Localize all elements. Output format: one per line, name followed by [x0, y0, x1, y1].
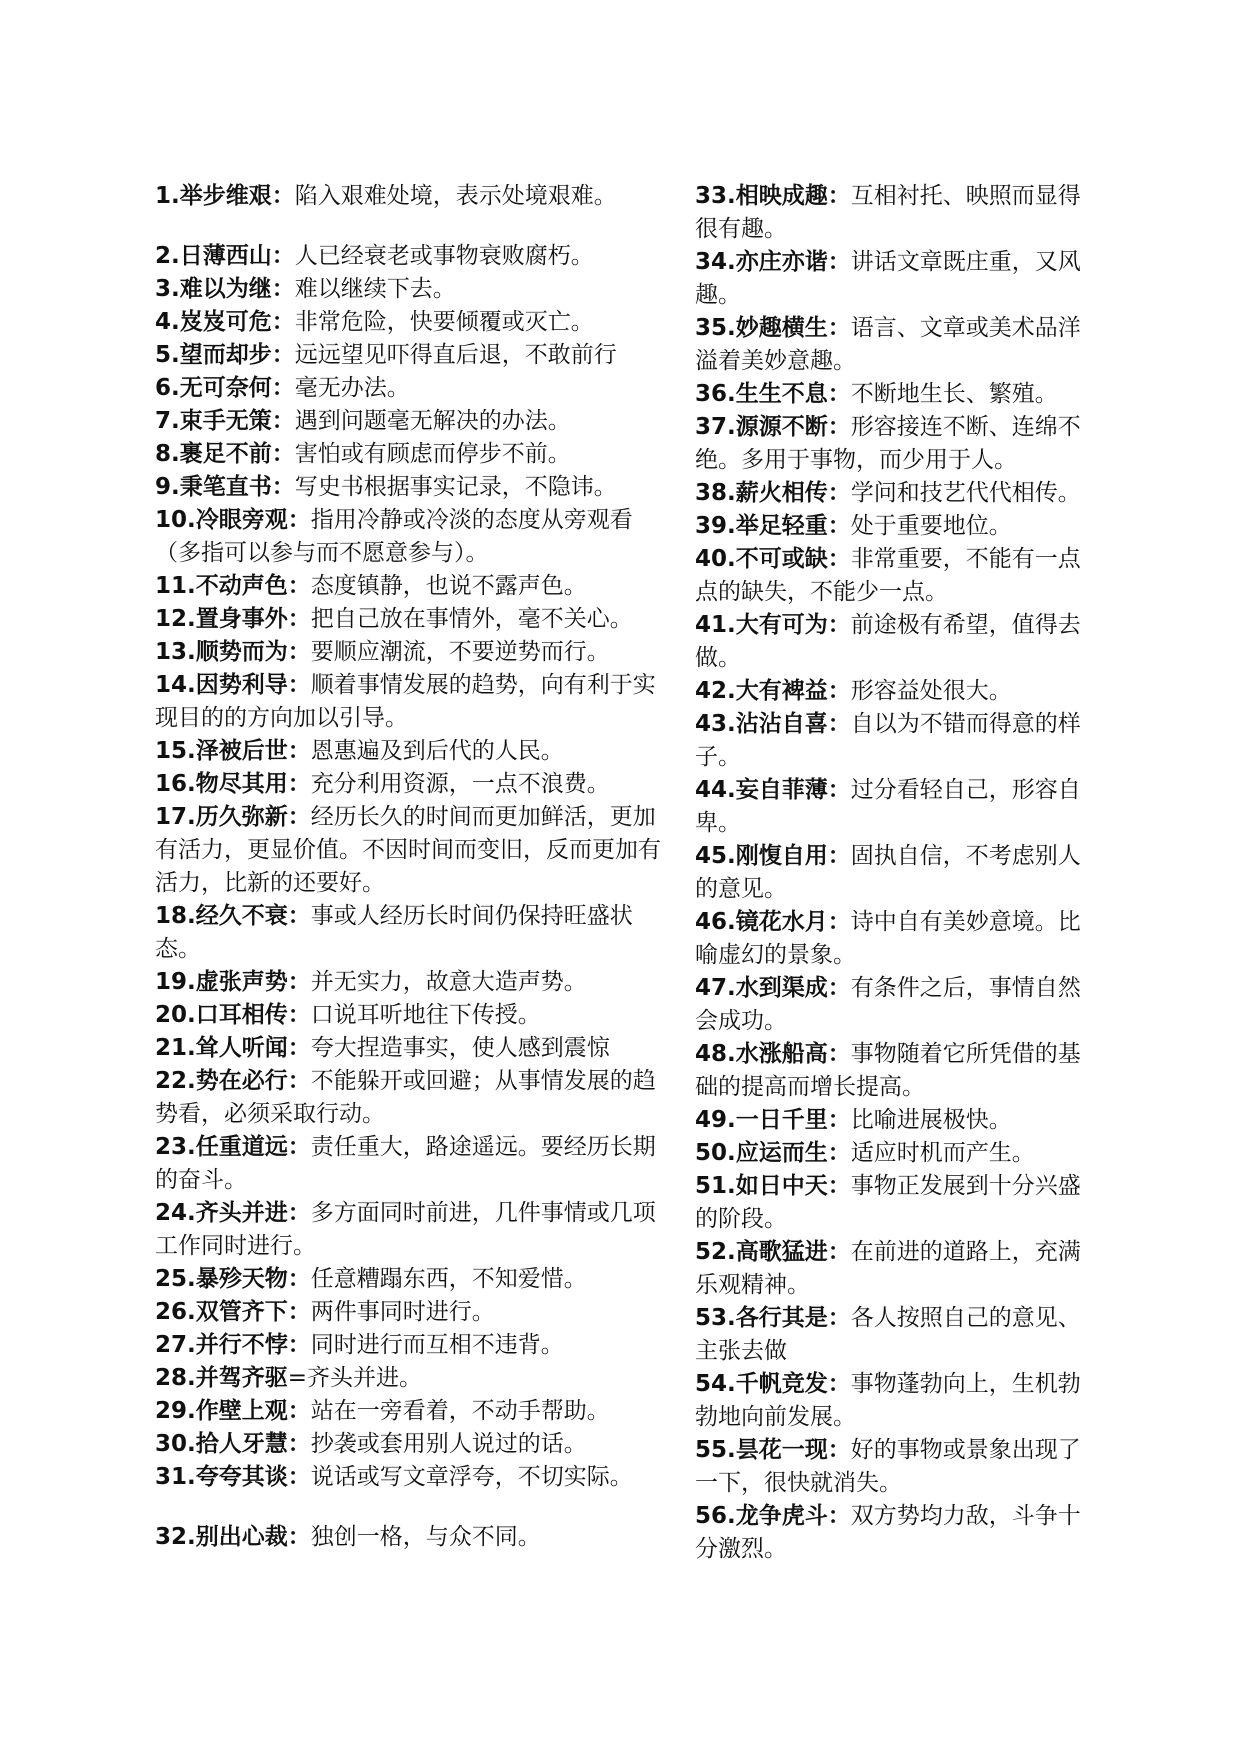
idiom-term: 作壁上观：: [195, 1398, 311, 1424]
entry-number: 14.: [155, 672, 196, 698]
idiom-definition: 处于重要地位。: [850, 513, 1012, 539]
idiom-entry: [155, 1395, 675, 1428]
entry-number: 47.: [695, 975, 736, 1001]
idiom-definition: 形容益处很大。: [850, 678, 1012, 704]
idiom-definition: 态度镇静，也说不露声色。: [310, 573, 587, 599]
idiom-entry: [695, 312, 1095, 378]
idiom-definition: 抄袭或套用别人说过的话。: [310, 1431, 587, 1457]
idiom-term: 顺势而为：: [195, 639, 311, 665]
idiom-definition: 顺着事情发展的趋势，向有利于实现目的的方向加以引导。: [155, 672, 656, 731]
idiom-term: 沾沾自喜：: [735, 711, 851, 737]
entry-number: 27.: [155, 1332, 196, 1358]
idiom-term: 口耳相传：: [195, 1002, 311, 1028]
idiom-definition: 陷入艰难处境，表示处境艰难。: [294, 183, 617, 209]
idiom-term: 暴殄天物：: [195, 1266, 311, 1292]
entry-number: 10.: [155, 507, 196, 533]
idiom-entry: [695, 906, 1095, 972]
entry-number: 34.: [695, 249, 736, 275]
idiom-entry: [155, 1263, 675, 1296]
idiom-definition: 有条件之后，事情自然会成功。: [695, 975, 1081, 1034]
entry-number: 39.: [695, 513, 736, 539]
idiom-term: 置身事外：: [195, 606, 311, 632]
idiom-term: 大有裨益：: [735, 678, 851, 704]
idiom-entry: [695, 411, 1095, 477]
entry-number: 23.: [155, 1134, 196, 1160]
idiom-definition: 各人按照自己的意见、主张去做: [695, 1305, 1081, 1364]
idiom-definition: 站在一旁看着，不动手帮助。: [310, 1398, 610, 1424]
idiom-definition: 事物正发展到十分兴盛的阶段。: [695, 1173, 1081, 1232]
idiom-term: 束手无策：: [179, 408, 295, 434]
idiom-entry: [155, 900, 675, 966]
idiom-definition: 非常危险，快要倾覆或灭亡。: [294, 309, 594, 335]
idiom-entry: [155, 471, 675, 504]
idiom-definition: 把自己放在事情外，毫不关心。: [310, 606, 633, 632]
idiom-entry: [695, 1038, 1095, 1104]
idiom-term: 妄自菲薄：: [735, 777, 851, 803]
idiom-entry: [155, 1197, 675, 1263]
entry-number: 35.: [695, 315, 736, 341]
idiom-definition: 夸大捏造事实，使人感到震惊: [310, 1035, 610, 1061]
entry-number: 25.: [155, 1266, 196, 1292]
idiom-entry: [155, 306, 675, 339]
entry-number: 50.: [695, 1140, 736, 1166]
idiom-term: 龙争虎斗：: [735, 1503, 851, 1529]
idiom-definition: 恩惠遍及到后代的人民。: [310, 738, 564, 764]
idiom-definition: 好的事物或景象出现了一下，很快就消失。: [695, 1437, 1081, 1496]
idiom-entry: [695, 543, 1095, 609]
idiom-term: 虚张声势：: [195, 969, 311, 995]
idiom-definition: 学问和技艺代代相传。: [850, 480, 1081, 506]
idiom-entry: [155, 273, 675, 306]
idiom-entry: [695, 840, 1095, 906]
idiom-definition: =齐头并进。: [287, 1365, 423, 1391]
idiom-term: 日薄西山：: [179, 243, 295, 269]
idiom-definition: 写史书根据事实记录，不隐讳。: [294, 474, 617, 500]
idiom-definition: 不能躲开或回避；从事情发展的趋势看，必须采取行动。: [155, 1068, 656, 1127]
entry-number: 6.: [155, 375, 180, 401]
entry-number: 3.: [155, 276, 180, 302]
entry-number: 19.: [155, 969, 196, 995]
idiom-definition: 互相衬托、映照而显得很有趣。: [695, 183, 1081, 242]
entry-number: 29.: [155, 1398, 196, 1424]
idiom-definition: 多方面同时前进，几件事情或几项工作同时进行。: [155, 1200, 656, 1259]
idiom-term: 并行不悖：: [195, 1332, 311, 1358]
entry-number: 5.: [155, 342, 180, 368]
idiom-term: 任重道远：: [195, 1134, 311, 1160]
idiom-entry: [155, 438, 675, 471]
idiom-entry: [155, 1329, 675, 1362]
idiom-entry: [695, 1302, 1095, 1368]
idiom-term: 妙趣横生：: [735, 315, 851, 341]
idiom-definition: 语言、文章或美术品洋溢着美妙意趣。: [695, 315, 1081, 374]
entry-number: 8.: [155, 441, 180, 467]
idiom-term: 泽被后世：: [195, 738, 311, 764]
idiom-term: 镜花水月：: [735, 909, 851, 935]
idiom-term: 历久弥新：: [195, 804, 311, 830]
entry-number: 46.: [695, 909, 736, 935]
entry-number: 49.: [695, 1107, 736, 1133]
idiom-definition: 充分利用资源，一点不浪费。: [310, 771, 610, 797]
entry-number: 54.: [695, 1371, 736, 1397]
entry-number: 56.: [695, 1503, 736, 1529]
idiom-entry: [155, 768, 675, 801]
entry-number: 24.: [155, 1200, 196, 1226]
idiom-term: 相映成趣：: [735, 183, 851, 209]
idiom-entry: [155, 504, 675, 570]
entry-number: 21.: [155, 1035, 196, 1061]
idiom-entry: [695, 510, 1095, 543]
idiom-entry: [155, 603, 675, 636]
idiom-definition: 责任重大，路途遥远。要经历长期的奋斗。: [155, 1134, 656, 1193]
idiom-term: 齐头并进：: [195, 1200, 311, 1226]
idiom-entry: [695, 477, 1095, 510]
idiom-term: 水涨船高：: [735, 1041, 851, 1067]
entry-number: 52.: [695, 1239, 736, 1265]
idiom-term: 势在必行：: [195, 1068, 311, 1094]
entry-number: 32.: [155, 1524, 196, 1550]
entry-number: 43.: [695, 711, 736, 737]
entry-number: 13.: [155, 639, 196, 665]
idiom-entry: [695, 708, 1095, 774]
entry-number: 7.: [155, 408, 180, 434]
idiom-entry: [155, 735, 675, 768]
idiom-term: 刚愎自用：: [735, 843, 851, 869]
entry-number: 16.: [155, 771, 196, 797]
idiom-entry: [155, 372, 675, 405]
idiom-definition: 事物随着它所凭借的基础的提高而增长提高。: [695, 1041, 1081, 1100]
idiom-term: 高歌猛进：: [735, 1239, 851, 1265]
idiom-entry: [155, 1362, 675, 1395]
idiom-term: 举步维艰：: [179, 183, 295, 209]
idiom-term: 岌岌可危：: [179, 309, 295, 335]
idiom-term: 物尽其用：: [195, 771, 311, 797]
idiom-term: 昙花一现：: [735, 1437, 851, 1463]
idiom-definition: 难以继续下去。: [294, 276, 456, 302]
idiom-term: 拾人牙慧：: [195, 1431, 311, 1457]
idiom-term: 各行其是：: [735, 1305, 851, 1331]
idiom-definition: 人已经衰老或事物衰败腐朽。: [294, 243, 594, 269]
idiom-entry: [695, 1236, 1095, 1302]
idiom-entry: [695, 609, 1095, 675]
idiom-definition: 经历长久的时间而更加鲜活，更加有活力，更显价值。不因时间而变旧，反而更加有活力，比新的还要好。: [155, 804, 661, 896]
idiom-term: 不动声色：: [195, 573, 311, 599]
idiom-term: 秉笔直书：: [179, 474, 295, 500]
idiom-definition: 固执自信，不考虑别人的意见。: [695, 843, 1081, 902]
idiom-term: 夸夸其谈：: [195, 1464, 311, 1490]
idiom-entry: [155, 1131, 675, 1197]
idiom-entry: [695, 675, 1095, 708]
idiom-entry: [695, 774, 1095, 840]
idiom-entry: [155, 999, 675, 1032]
idiom-definition: 要顺应潮流，不要逆势而行。: [310, 639, 610, 665]
idiom-definition: 过分看轻自己，形容自卑。: [695, 777, 1081, 836]
idiom-definition: 指用冷静或冷淡的态度从旁观看（多指可以参与而不愿意参与）。: [155, 507, 633, 566]
idiom-definition: 两件事同时进行。: [310, 1299, 495, 1325]
idiom-term: 双管齐下：: [195, 1299, 311, 1325]
idiom-definition: 毫无办法。: [294, 375, 410, 401]
idiom-definition: 非常重要，不能有一点点的缺失，不能少一点。: [695, 546, 1081, 605]
idiom-term: 冷眼旁观：: [195, 507, 311, 533]
idiom-term: 无可奈何：: [179, 375, 295, 401]
entry-number: 44.: [695, 777, 736, 803]
idiom-definition: 自以为不错而得意的样子。: [695, 711, 1081, 770]
idiom-definition: 并无实力，故意大造声势。: [310, 969, 587, 995]
idiom-definition: 独创一格，与众不同。: [310, 1524, 541, 1550]
idiom-entry: [695, 972, 1095, 1038]
idiom-entry: [695, 1104, 1095, 1137]
entry-number: 11.: [155, 573, 196, 599]
idiom-term: 源源不断：: [735, 414, 851, 440]
idiom-term: 别出心裁：: [195, 1524, 311, 1550]
idiom-entry: [155, 801, 675, 900]
idiom-term: 水到渠成：: [735, 975, 851, 1001]
idiom-term: 经久不衰：: [195, 903, 311, 929]
idiom-entry: [155, 966, 675, 999]
idiom-definition: 事或人经历长时间仍保持旺盛状态。: [155, 903, 633, 962]
idiom-definition: 形容接连不断、连绵不绝。多用于事物，而少用于人。: [695, 414, 1081, 473]
idiom-term: 大有可为：: [735, 612, 851, 638]
idiom-definition: 前途极有希望，值得去做。: [695, 612, 1081, 671]
idiom-entry: [155, 180, 675, 213]
entry-number: 30.: [155, 1431, 196, 1457]
idiom-definition: 诗中自有美妙意境。比喻虚幻的景象。: [695, 909, 1081, 968]
idiom-entry: [155, 339, 675, 372]
entry-number: 38.: [695, 480, 736, 506]
idiom-term: 薪火相传：: [735, 480, 851, 506]
idiom-term: 因势利导：: [195, 672, 311, 698]
idiom-term: 不可或缺：: [735, 546, 851, 572]
entry-number: 15.: [155, 738, 196, 764]
idiom-term: 如日中天：: [735, 1173, 851, 1199]
idiom-definition: 在前进的道路上，充满乐观精神。: [695, 1239, 1081, 1298]
entry-number: 42.: [695, 678, 736, 704]
idiom-term: 亦庄亦谐：: [735, 249, 851, 275]
idiom-entry: [155, 669, 675, 735]
right-column: [695, 180, 1095, 1566]
entry-number: 53.: [695, 1305, 736, 1331]
idiom-entry: [695, 1368, 1095, 1434]
entry-number: 31.: [155, 1464, 196, 1490]
idiom-term: 一日千里：: [735, 1107, 851, 1133]
entry-number: 33.: [695, 183, 736, 209]
idiom-definition: 适应时机而产生。: [850, 1140, 1035, 1166]
idiom-term: 千帆竞发：: [735, 1371, 851, 1397]
entry-number: 40.: [695, 546, 736, 572]
idiom-definition: 不断地生长、繁殖。: [850, 381, 1058, 407]
idiom-definition: 说话或写文章浮夸，不切实际。: [310, 1464, 633, 1490]
idiom-term: 生生不息：: [735, 381, 851, 407]
idiom-term: 裹足不前：: [179, 441, 295, 467]
idiom-entry: [155, 1461, 675, 1494]
entry-number: 20.: [155, 1002, 196, 1028]
idiom-entry: [695, 246, 1095, 312]
entry-number: 2.: [155, 243, 180, 269]
idiom-entry: [695, 1170, 1095, 1236]
idiom-entry: [155, 1428, 675, 1461]
idiom-entry: [695, 1500, 1095, 1566]
idiom-definition: 口说耳听地往下传授。: [310, 1002, 541, 1028]
idiom-entry: [155, 1032, 675, 1065]
idiom-entry: [155, 1296, 675, 1329]
entry-number: 4.: [155, 309, 180, 335]
idiom-entry: [695, 1434, 1095, 1500]
entry-number: 48.: [695, 1041, 736, 1067]
idiom-definition: 同时进行而互相不违背。: [310, 1332, 564, 1358]
idiom-definition: 事物蓬勃向上，生机勃勃地向前发展。: [695, 1371, 1081, 1430]
idiom-entry: [695, 180, 1095, 246]
entry-number: 1.: [155, 183, 180, 209]
idiom-definition: 任意糟蹋东西，不知爱惜。: [310, 1266, 587, 1292]
entry-number: 36.: [695, 381, 736, 407]
idiom-definition: 遇到问题毫无解决的办法。: [294, 408, 571, 434]
entry-number: 37.: [695, 414, 736, 440]
idiom-entry: [155, 570, 675, 603]
entry-number: 41.: [695, 612, 736, 638]
entry-number: 12.: [155, 606, 196, 632]
idiom-term: 难以为继：: [179, 276, 295, 302]
idiom-entry: [155, 405, 675, 438]
idiom-definition: 远远望见吓得直后退，不敢前行: [294, 342, 617, 368]
entry-number: 45.: [695, 843, 736, 869]
idiom-term: 举足轻重：: [735, 513, 851, 539]
idiom-entry: [155, 636, 675, 669]
idiom-term: 并驾齐驱: [195, 1365, 288, 1391]
idiom-entry: [695, 1137, 1095, 1170]
left-column: [155, 180, 675, 1554]
idiom-definition: 比喻进展极快。: [850, 1107, 1012, 1133]
idiom-term: 耸人听闻：: [195, 1035, 311, 1061]
entry-number: 28.: [155, 1365, 196, 1391]
idiom-entry: [155, 1065, 675, 1131]
entry-number: 22.: [155, 1068, 196, 1094]
idiom-entry: [155, 240, 675, 273]
entry-number: 26.: [155, 1299, 196, 1325]
idiom-definition: 双方势均力敌，斗争十分激烈。: [695, 1503, 1081, 1562]
idiom-term: 望而却步：: [179, 342, 295, 368]
idiom-entry: [155, 1521, 675, 1554]
entry-number: 9.: [155, 474, 180, 500]
entry-number: 17.: [155, 804, 196, 830]
idiom-definition: 害怕或有顾虑而停步不前。: [294, 441, 571, 467]
idiom-definition: 讲话文章既庄重，又风趣。: [695, 249, 1081, 308]
entry-number: 51.: [695, 1173, 736, 1199]
entry-number: 55.: [695, 1437, 736, 1463]
idiom-term: 应运而生：: [735, 1140, 851, 1166]
entry-number: 18.: [155, 903, 196, 929]
idiom-entry: [695, 378, 1095, 411]
